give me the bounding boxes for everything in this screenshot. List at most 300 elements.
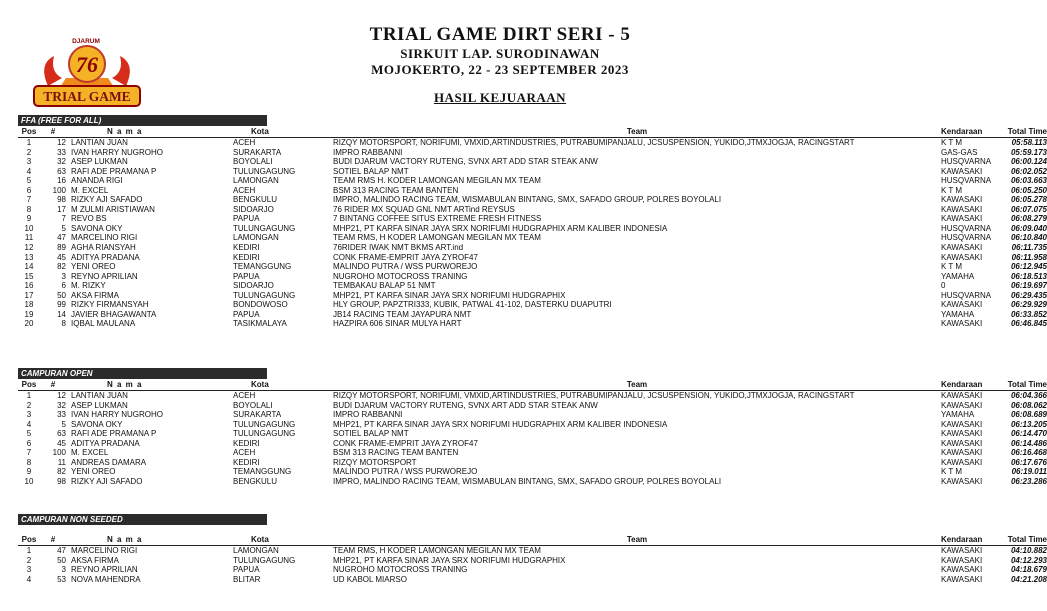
cell-team: IMPRO RABBANNI (333, 147, 403, 157)
cell-kota: TULUNGAGUNG (233, 290, 296, 300)
cell-kota: SIDOARJO (233, 281, 274, 291)
section-title: CAMPURAN OPEN (18, 368, 267, 379)
cell-kendaraan: HUSQVARNA (941, 290, 992, 300)
cell-name: REYNO APRILIAN (71, 271, 138, 281)
column-header-pos: Pos (18, 379, 40, 391)
cell-kendaraan: HUSQVARNA (941, 157, 992, 167)
cell-kendaraan: K T M (941, 467, 963, 477)
circuit-name: SIRKUIT LAP. SURODINAWAN (400, 46, 600, 61)
table-row (18, 291, 1047, 301)
trial-game-logo (28, 34, 146, 114)
cell-time: 06:08.062 (1010, 400, 1047, 410)
cell-kendaraan: YAMAHA (941, 271, 975, 281)
table-row (18, 195, 1047, 205)
table-row (18, 167, 1047, 177)
cell-time: 06:13.205 (1010, 419, 1047, 429)
cell-num: 82 (57, 467, 66, 477)
cell-name: YENI OREO (71, 467, 116, 477)
cell-time: 06:11.735 (1011, 243, 1047, 253)
cell-num: 14 (57, 309, 66, 319)
cell-time: 06:03.663 (1010, 176, 1047, 186)
cell-pos: 2 (26, 147, 32, 157)
cell-kendaraan: K T M (941, 262, 963, 272)
table-row (18, 281, 1047, 291)
cell-time: 06:05.250 (1010, 185, 1047, 195)
cell-time: 06:19.697 (1010, 281, 1047, 291)
cell-time: 06:29.929 (1010, 300, 1047, 310)
cell-pos: 9 (26, 214, 32, 224)
cell-team: TEAM RMS, H KODER LAMONGAN MEGILAN MX TEAM (333, 546, 541, 556)
cell-pos: 6 (26, 185, 32, 195)
column-header-kendaraan: Kendaraan (941, 126, 999, 138)
cell-kota: TULUNGAGUNG (233, 166, 296, 176)
cell-kota: BOYOLALI (233, 400, 273, 410)
table-row (18, 157, 1047, 167)
cell-kendaraan: KAWASAKI (941, 166, 983, 176)
cell-pos: 19 (24, 309, 34, 319)
table-row (18, 148, 1047, 158)
cell-kota: LAMONGAN (233, 233, 279, 243)
cell-team: TEAM RMS H. KODER LAMONGAN MEGILAN MX TEAM (333, 176, 541, 186)
cell-pos: 4 (26, 574, 32, 584)
cell-kendaraan: YAMAHA (941, 309, 975, 319)
cell-team: MHP21, PT KARFA SINAR JAYA SRX NORIFUMI HUDGRAPHIX ARM KALIBER INDONESIA (333, 419, 668, 429)
cell-team: TEAM RMS, H KODER LAMONGAN MEGILAN MX TEAM (333, 233, 541, 243)
table-row (18, 233, 1047, 243)
cell-num: 47 (57, 233, 66, 243)
cell-team: SOTIEL BALAP NMT (333, 166, 409, 176)
table-row (18, 138, 1047, 148)
cell-time: 04:18.679 (1010, 565, 1047, 575)
cell-num: 63 (57, 429, 66, 439)
cell-kendaraan: KAWASAKI (941, 391, 983, 401)
cell-kota: SIDOARJO (233, 204, 274, 214)
cell-name: M. EXCEL (71, 448, 109, 458)
cell-pos: 5 (26, 176, 32, 186)
cell-kendaraan: KAWASAKI (941, 429, 983, 439)
cell-kota: TEMANGGUNG (233, 262, 292, 272)
cell-kota: TULUNGAGUNG (233, 419, 296, 429)
column-header-name: N a m a (71, 379, 233, 391)
cell-team: IMPRO, MALINDO RACING TEAM, WISMABULAN BINTANG, SMX, SAFADO GROUP, POLRES BOYOLALI (333, 195, 722, 205)
cell-name: SAVONA OKY (71, 419, 123, 429)
cell-time: 06:23.286 (1010, 476, 1047, 486)
column-header-pos: Pos (18, 534, 40, 546)
table-row (18, 253, 1047, 263)
table-row (18, 556, 1047, 566)
results-table (18, 126, 1047, 329)
column-header-name: N a m a (71, 534, 233, 546)
cell-time: 06:00.124 (1010, 157, 1047, 167)
column-header-name: N a m a (71, 126, 233, 138)
cell-pos: 5 (26, 429, 32, 439)
table-row (18, 319, 1047, 329)
cell-num: 7 (61, 214, 66, 224)
location-date: MOJOKERTO, 22 - 23 SEPTEMBER 2023 (371, 62, 629, 77)
cell-name: RAFI ADE PRAMANA P (71, 166, 157, 176)
cell-pos: 8 (26, 457, 32, 467)
cell-name: RIZKY AJI SAFADO (71, 476, 143, 486)
cell-time: 05:58.113 (1011, 138, 1047, 148)
document-title: TRIAL GAME DIRT SERI - 5 (369, 24, 631, 45)
table-row (18, 176, 1047, 186)
cell-pos: 1 (26, 138, 32, 148)
cell-num: 33 (57, 410, 66, 420)
table-row (18, 186, 1047, 196)
table-row (18, 391, 1047, 401)
cell-num: 8 (61, 319, 66, 329)
table-row (18, 410, 1047, 420)
cell-num: 98 (57, 476, 66, 486)
table-row (18, 458, 1047, 468)
cell-team: RIZQY MOTORSPORT, NORIFUMI, VMXID,ARTINDUSTRIES, PUTRABUMIPANJALU, JCSUSPENSION, YUKIDO,JTMXJOGJA, RACINGSTART (333, 138, 855, 148)
column-header-pos: Pos (18, 126, 40, 138)
cell-time: 06:04.366 (1010, 391, 1047, 401)
cell-time: 04:12.293 (1010, 555, 1047, 565)
logo-text: TRIAL GAME (43, 89, 131, 104)
cell-team: JB14 RACING TEAM JAYAPURA NMT (333, 309, 472, 319)
cell-team: RIZQY MOTORSPORT, NORIFUMI, VMXID,ARTINDUSTRIES, PUTRABUMIPANJALU, JCSUSPENSION, YUKIDO,JTMXJOGJA, RACINGSTART (333, 391, 855, 401)
cell-team: BSM 313 RACING TEAM BANTEN (333, 185, 459, 195)
cell-kendaraan: KAWASAKI (941, 448, 983, 458)
cell-kendaraan: YAMAHA (941, 410, 975, 420)
cell-time: 06:19.011 (1011, 467, 1047, 477)
column-header-kota: Kota (233, 534, 333, 546)
cell-num: 82 (57, 262, 66, 272)
cell-kota: ACEH (233, 138, 256, 148)
cell-num: 99 (57, 300, 66, 310)
cell-name: YENI OREO (71, 262, 116, 272)
cell-pos: 1 (26, 546, 32, 556)
table-row (18, 565, 1047, 575)
cell-pos: 3 (26, 157, 32, 167)
column-header-time: Total Time (999, 126, 1047, 138)
cell-pos: 10 (24, 223, 34, 233)
cell-num: 100 (52, 448, 66, 458)
column-header-team: Team (333, 379, 941, 391)
cell-num: 11 (57, 457, 66, 467)
cell-num: 12 (57, 138, 66, 148)
cell-kota: ACEH (233, 448, 256, 458)
results-subtitle: HASIL KEJUARAAN (433, 90, 567, 105)
cell-name: LANTIAN JUAN (71, 138, 128, 148)
cell-kota: BENGKULU (233, 195, 278, 205)
table-row (18, 420, 1047, 430)
cell-kota: SURAKARTA (233, 147, 282, 157)
cell-kendaraan: KAWASAKI (941, 565, 983, 575)
cell-kota: ACEH (233, 185, 256, 195)
cell-kendaraan: KAWASAKI (941, 438, 983, 448)
cell-num: 53 (57, 574, 66, 584)
column-header-time: Total Time (999, 534, 1047, 546)
cell-name: MARCELINO RIGI (71, 546, 138, 556)
cell-name: JAVIER BHAGAWANTA (71, 309, 157, 319)
cell-kendaraan: KAWASAKI (941, 419, 983, 429)
cell-pos: 12 (24, 243, 34, 253)
cell-kota: TEMANGGUNG (233, 467, 292, 477)
cell-time: 06:12.945 (1010, 262, 1047, 272)
cell-name: MARCELINO RIGI (71, 233, 138, 243)
cell-kendaraan: KAWASAKI (941, 555, 983, 565)
cell-team: CONK FRAME-EMPRIT JAYA ZYROF47 (333, 252, 478, 262)
cell-name: M ZULMI ARISTIAWAN (71, 204, 155, 214)
table-row (18, 467, 1047, 477)
cell-name: SAVONA OKY (71, 223, 123, 233)
logo-number: 76 (76, 52, 98, 77)
cell-name: RIZKY FIRMANSYAH (71, 300, 149, 310)
table-row (18, 448, 1047, 458)
cell-num: 50 (57, 555, 66, 565)
cell-name: AGHA RIANSYAH (71, 243, 136, 253)
cell-kota: LAMONGAN (233, 546, 279, 556)
cell-name: REVO BS (71, 214, 107, 224)
cell-time: 06:16.468 (1010, 448, 1047, 458)
cell-team: SOTIEL BALAP NMT (333, 429, 409, 439)
cell-pos: 1 (26, 391, 32, 401)
cell-kota: KEDIRI (233, 243, 260, 253)
table-row (18, 262, 1047, 272)
cell-name: AKSA FIRMA (71, 290, 120, 300)
cell-kota: PAPUA (233, 565, 260, 575)
table-row (18, 429, 1047, 439)
cell-time: 06:02.052 (1010, 166, 1047, 176)
cell-pos: 15 (24, 271, 34, 281)
cell-pos: 8 (26, 204, 32, 214)
cell-num: 98 (57, 195, 66, 205)
cell-name: RAFI ADE PRAMANA P (71, 429, 157, 439)
cell-num: 50 (57, 290, 66, 300)
cell-pos: 7 (26, 448, 32, 458)
cell-time: 06:14.486 (1010, 438, 1047, 448)
cell-kendaraan: KAWASAKI (941, 546, 983, 556)
column-header-kota: Kota (233, 379, 333, 391)
cell-num: 89 (57, 243, 66, 253)
cell-kota: BENGKULU (233, 476, 278, 486)
cell-name: ADITYA PRADANA (71, 438, 140, 448)
cell-name: ADITYA PRADANA (71, 252, 140, 262)
cell-kota: KEDIRI (233, 457, 260, 467)
results-table (18, 379, 1047, 486)
table-row (18, 439, 1047, 449)
cell-num: 17 (57, 204, 66, 214)
cell-team: UD KABOL MIARSO (333, 574, 407, 584)
cell-time: 06:29.435 (1010, 290, 1047, 300)
column-header-kendaraan: Kendaraan (941, 379, 999, 391)
cell-kota: KEDIRI (233, 438, 260, 448)
cell-pos: 17 (24, 290, 34, 300)
cell-team: BUDI DJARUM VACTORY RUTENG, SVNX ART ADD STAR STEAK ANW (333, 157, 598, 167)
cell-name: ASEP LUKMAN (71, 400, 128, 410)
column-header-num: # (40, 379, 71, 391)
column-header-team: Team (333, 534, 941, 546)
cell-num: 45 (57, 438, 66, 448)
column-header-kendaraan: Kendaraan (941, 534, 999, 546)
cell-time: 06:10.840 (1010, 233, 1047, 243)
cell-pos: 16 (24, 281, 34, 291)
cell-kendaraan: K T M (941, 185, 963, 195)
cell-pos: 10 (24, 476, 34, 486)
cell-time: 06:07.075 (1010, 204, 1047, 214)
cell-kota: PAPUA (233, 309, 260, 319)
cell-name: LANTIAN JUAN (71, 391, 128, 401)
column-header-kota: Kota (233, 126, 333, 138)
cell-kota: ACEH (233, 391, 256, 401)
cell-kendaraan: KAWASAKI (941, 195, 983, 205)
cell-pos: 7 (26, 195, 32, 205)
cell-name: ASEP LUKMAN (71, 157, 128, 167)
cell-pos: 14 (24, 262, 34, 272)
cell-team: MALINDO PUTRA / WSS PURWOREJO (333, 262, 478, 272)
cell-pos: 9 (26, 467, 32, 477)
cell-kota: TULUNGAGUNG (233, 555, 296, 565)
cell-time: 05:59.173 (1010, 147, 1047, 157)
cell-time: 06:33.852 (1010, 309, 1047, 319)
cell-kendaraan: KAWASAKI (941, 574, 983, 584)
cell-pos: 11 (24, 233, 34, 243)
cell-pos: 2 (26, 400, 32, 410)
cell-num: 45 (57, 252, 66, 262)
cell-num: 63 (57, 166, 66, 176)
table-row (18, 224, 1047, 234)
cell-kendaraan: K T M (941, 138, 963, 148)
cell-num: 16 (57, 176, 66, 186)
table-row (18, 477, 1047, 487)
table-row (18, 310, 1047, 320)
cell-team: 76 RIDER MX SQUAD GNL NMT ARTind REYSUS (333, 204, 515, 214)
cell-team: NUGROHO MOTOCROSS TRANING (333, 565, 468, 575)
cell-time: 04:10.882 (1010, 546, 1047, 556)
cell-time: 06:05.278 (1010, 195, 1047, 205)
cell-time: 06:14.470 (1010, 429, 1047, 439)
cell-team: BUDI DJARUM VACTORY RUTENG, SVNX ART ADD STAR STEAK ANW (333, 400, 598, 410)
cell-kendaraan: HUSQVARNA (941, 223, 992, 233)
cell-pos: 2 (26, 555, 32, 565)
column-header-num: # (40, 534, 71, 546)
cell-team: TEMBAKAU BALAP 51 NMT (333, 281, 436, 291)
cell-kota: TASIKMALAYA (233, 319, 287, 329)
cell-kota: BONDOWOSO (233, 300, 288, 310)
cell-team: MHP21, PT KARFA SINAR JAYA SRX NORIFUMI HUDGRAPHIX (333, 555, 566, 565)
cell-num: 12 (57, 391, 66, 401)
section-campuran-open (18, 368, 1047, 486)
cell-name: IVAN HARRY NUGROHO (71, 147, 164, 157)
cell-time: 06:18.513 (1010, 271, 1047, 281)
cell-num: 3 (61, 565, 66, 575)
table-row (18, 214, 1047, 224)
cell-num: 32 (57, 157, 66, 167)
cell-kota: LAMONGAN (233, 176, 279, 186)
cell-pos: 3 (26, 565, 32, 575)
logo-brand: DJARUM (72, 38, 100, 45)
cell-team: MHP21, PT KARFA SINAR JAYA SRX NORIFUMI HUDGRAPHIX (333, 290, 566, 300)
cell-kota: SURAKARTA (233, 410, 282, 420)
cell-name: NOVA MAHENDRA (71, 574, 141, 584)
cell-time: 06:17.676 (1010, 457, 1047, 467)
cell-kendaraan: KAWASAKI (941, 243, 983, 253)
cell-kota: BOYOLALI (233, 157, 273, 167)
table-row (18, 546, 1047, 556)
cell-team: MALINDO PUTRA / WSS PURWOREJO (333, 467, 478, 477)
cell-kota: TULUNGAGUNG (233, 429, 296, 439)
cell-time: 06:46.845 (1010, 319, 1047, 329)
cell-kendaraan: HUSQVARNA (941, 176, 992, 186)
cell-name: AKSA FIRMA (71, 555, 120, 565)
cell-kendaraan: KAWASAKI (941, 252, 983, 262)
cell-kendaraan: KAWASAKI (941, 319, 983, 329)
cell-pos: 13 (24, 252, 34, 262)
cell-kendaraan: HUSQVARNA (941, 233, 992, 243)
section-campuran-non-seeded (18, 514, 1047, 584)
cell-team: RIZQY MOTORSPORT (333, 457, 417, 467)
table-row (18, 205, 1047, 215)
section-title: FFA (FREE FOR ALL) (18, 115, 267, 126)
cell-pos: 4 (26, 419, 32, 429)
cell-time: 06:11.958 (1011, 252, 1047, 262)
cell-name: IQBAL MAULANA (71, 319, 136, 329)
cell-num: 47 (57, 546, 66, 556)
cell-pos: 4 (26, 166, 32, 176)
cell-kendaraan: 0 (941, 281, 946, 291)
cell-team: IMPRO, MALINDO RACING TEAM, WISMABULAN BINTANG, SMX, SAFADO GROUP, POLRES BOYOLALI (333, 476, 722, 486)
cell-kota: TULUNGAGUNG (233, 223, 296, 233)
column-header-time: Total Time (999, 379, 1047, 391)
cell-kendaraan: KAWASAKI (941, 214, 983, 224)
cell-kendaraan: KAWASAKI (941, 400, 983, 410)
cell-kota: KEDIRI (233, 252, 260, 262)
cell-pos: 6 (26, 438, 32, 448)
cell-name: M. EXCEL (71, 185, 109, 195)
cell-num: 32 (57, 400, 66, 410)
cell-num: 5 (61, 223, 66, 233)
cell-kota: BLITAR (233, 574, 261, 584)
column-header-num: # (40, 126, 71, 138)
cell-team: HAZPIRA 606 SINAR MULYA HART (333, 319, 462, 329)
cell-kendaraan: KAWASAKI (941, 300, 983, 310)
cell-team: IMPRO RABBANNI (333, 410, 403, 420)
table-row (18, 300, 1047, 310)
cell-time: 04:21.208 (1010, 574, 1047, 584)
cell-team: MHP21, PT KARFA SINAR JAYA SRX NORIFUMI HUDGRAPHIX ARM KALIBER INDONESIA (333, 223, 668, 233)
cell-pos: 3 (26, 410, 32, 420)
cell-team: CONK FRAME-EMPRIT JAYA ZYROF47 (333, 438, 478, 448)
table-row (18, 575, 1047, 585)
cell-team: BSM 313 RACING TEAM BANTEN (333, 448, 459, 458)
cell-name: IVAN HARRY NUGROHO (71, 410, 164, 420)
cell-pos: 20 (24, 319, 34, 329)
cell-name: RIZKY AJI SAFADO (71, 195, 143, 205)
document-header (300, 24, 700, 106)
section-ffa (18, 115, 1047, 329)
results-table (18, 534, 1047, 584)
cell-time: 06:08.689 (1010, 410, 1047, 420)
table-row (18, 272, 1047, 282)
cell-pos: 18 (24, 300, 34, 310)
cell-kendaraan: KAWASAKI (941, 457, 983, 467)
cell-name: M. RIZKY (71, 281, 106, 291)
cell-num: 100 (52, 185, 66, 195)
table-row (18, 401, 1047, 411)
cell-name: ANANDA RIGI (71, 176, 123, 186)
cell-name: REYNO APRILIAN (71, 565, 138, 575)
section-title: CAMPURAN NON SEEDED (18, 514, 267, 525)
cell-team: HLY GROUP, PAPZTRI333, KUBIK, PATWAL 41-102, DASTERKU DUAPUTRI (333, 300, 612, 310)
cell-kendaraan: KAWASAKI (941, 204, 983, 214)
cell-team: NUGROHO MOTOCROSS TRANING (333, 271, 468, 281)
cell-kendaraan: KAWASAKI (941, 476, 983, 486)
column-header-team: Team (333, 126, 941, 138)
cell-team: 7 BINTANG COFFEE SITUS EXTREME FRESH FITNESS (333, 214, 542, 224)
cell-num: 3 (61, 271, 66, 281)
